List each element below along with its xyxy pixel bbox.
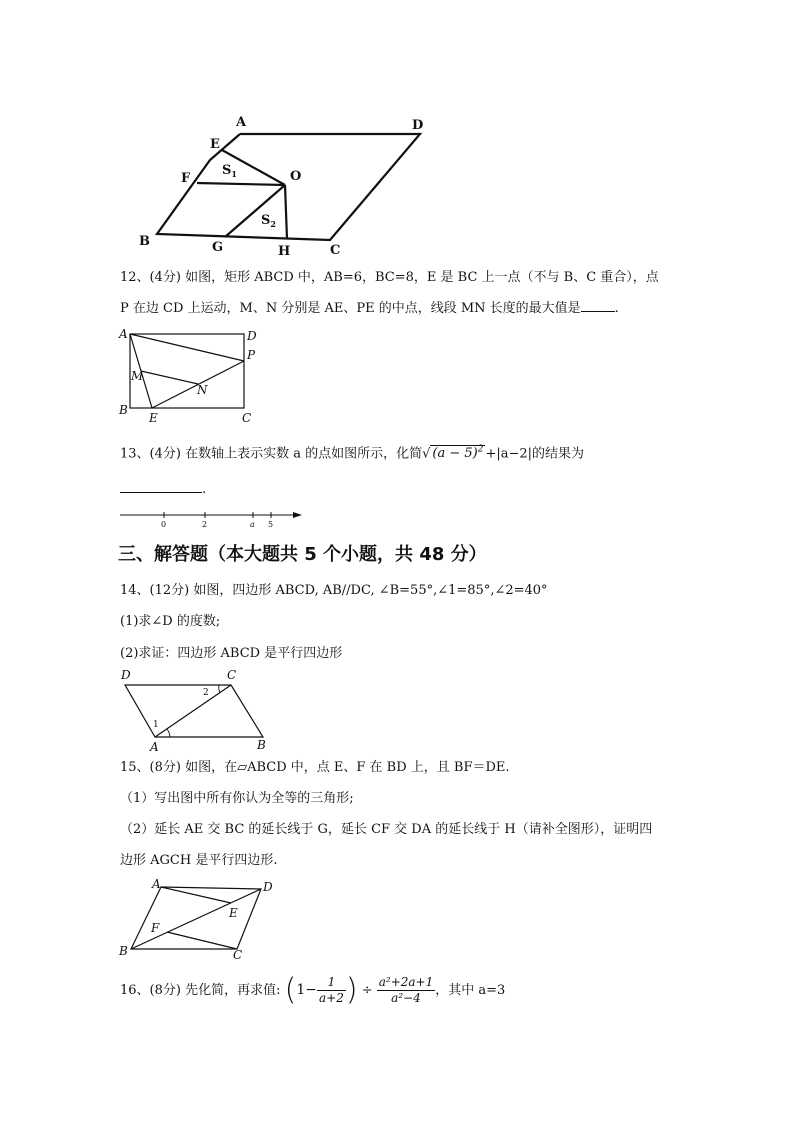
angle-2: 2 [203, 688, 209, 698]
parallelogram-outline [157, 134, 420, 240]
sqrt-sign: √ [422, 446, 431, 462]
q16-line: 16、(8分) 先化简，再求值: (1− $\frac{1}{a+2}$ ) ÷ $\frac{\text{a²+2a+1}}{\text{a²−4}}$ ，其中 a=3 [120, 972, 506, 1008]
angle-1: 1 [153, 720, 159, 730]
label-F: F [181, 171, 191, 186]
q14-line1: 14、(12分) 如图，四边形 ABCD, AB//DC, ∠B=55°,∠1=85°,∠2=40° [120, 583, 548, 598]
label-E: E [210, 137, 220, 152]
q15-part2a: （2）延长 AE 交 BC 的延长线于 G，延长 CF 交 DA 的延长线于 H（请补全图形），证明四 [120, 822, 653, 837]
label-H: H [278, 244, 291, 259]
tick-2: 2 [202, 520, 208, 529]
q13-answer-line: . [120, 480, 206, 500]
label-G: G [212, 240, 224, 255]
label-B: B [119, 944, 128, 958]
label-D: D [121, 668, 131, 682]
label-B: B [257, 738, 266, 752]
fraction-2: $\frac{\text{a²+2a+1}}{\text{a²−4}}$ [378, 975, 434, 1005]
label-E: E [229, 906, 238, 920]
rectangle-ABCD [130, 334, 244, 408]
answer-blank [120, 480, 202, 493]
label-C: C [242, 411, 252, 425]
label-D: D [412, 118, 424, 133]
fraction-1: $\frac{1}{a+2}$ [318, 975, 344, 1005]
segment-GO [225, 185, 285, 237]
label-C: C [233, 948, 243, 960]
label-C: C [227, 668, 237, 682]
label-A: A [152, 877, 161, 891]
tick-a: a [250, 520, 255, 529]
answer-blank [581, 299, 615, 312]
tick-5: 5 [268, 520, 274, 529]
figure-q15 [115, 875, 285, 960]
figure-q11 [130, 110, 440, 260]
label-S2: $S_2$ [261, 213, 276, 229]
sqrt-radicand: $(a - 5)^2$ [432, 445, 484, 462]
q15-part2b: 边形 AGCH 是平行四边形. [120, 853, 278, 868]
q15-part1: （1）写出图中所有你认为全等的三角形; [120, 791, 354, 806]
label-C: C [330, 243, 341, 258]
label-A: A [236, 115, 247, 130]
tick-0: 0 [161, 520, 167, 529]
figure-q12 [112, 326, 272, 426]
label-P: P [247, 348, 256, 362]
q12-line2: P 在边 CD 上运动，M、N 分别是 AE、PE 的中点，线段 MN 长度的最大值是 . [120, 301, 619, 316]
label-D: D [247, 329, 257, 343]
label-S1: $S_1$ [222, 163, 237, 179]
q12-line1: 12、(4分) 如图，矩形 ABCD 中，AB=6，BC=8，E 是 BC 上一点（不与 B、C 重合），点 [120, 270, 659, 285]
segment-FO [197, 183, 285, 185]
q15-line1: 15、(8分) 如图，在▱ABCD 中，点 E、F 在 BD 上，且 BF＝DE. [120, 760, 510, 775]
label-O: O [290, 169, 302, 184]
label-A: A [150, 740, 159, 753]
segment-EO [222, 150, 285, 185]
number-line [118, 506, 308, 530]
label-D: D [263, 880, 273, 894]
figure-q14 [115, 665, 285, 753]
q13-line1: 13、(4分) 在数轴上表示实数 a 的点如图所示，化简√ $(a - 5)^2 +|a-2|$的结果为 [120, 445, 585, 462]
q14-part1: (1)求∠D 的度数; [120, 614, 221, 629]
label-F: F [151, 921, 160, 935]
section-heading: 三、解答题（本大题共 5 个小题，共 48 分） [118, 544, 487, 565]
label-N: N [197, 383, 208, 397]
label-A: A [119, 327, 128, 341]
label-B: B [139, 234, 150, 249]
label-M: M [131, 369, 144, 383]
segment-HO [285, 185, 287, 239]
q14-part2: (2)求证：四边形 ABCD 是平行四边形 [120, 646, 343, 661]
label-E: E [149, 411, 158, 425]
label-B: B [119, 403, 128, 417]
diagonal-BD [131, 889, 261, 949]
